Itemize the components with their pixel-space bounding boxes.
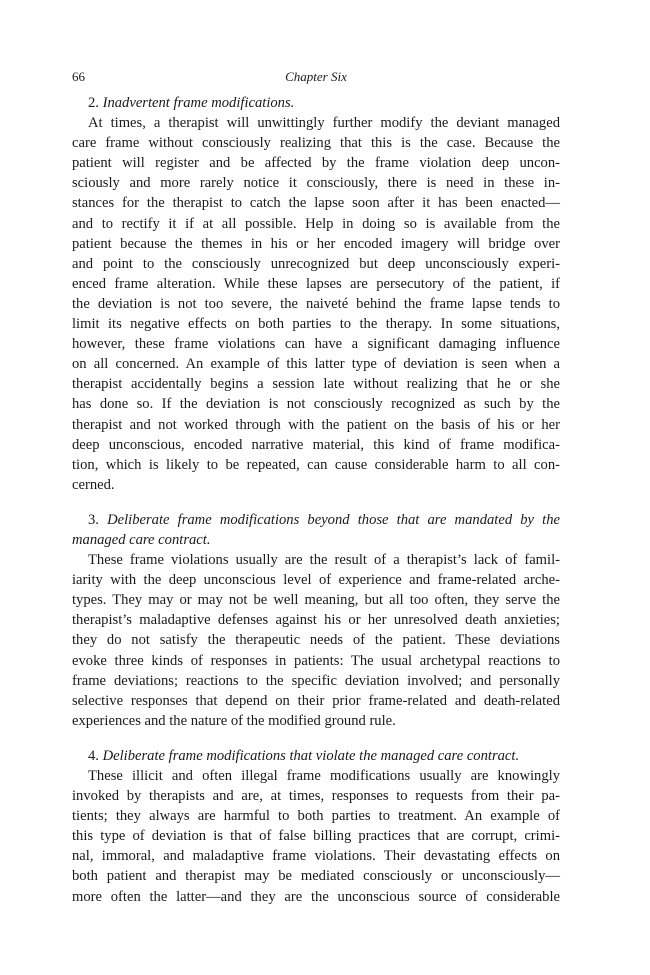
section-number: 2. xyxy=(88,95,103,111)
paragraph-line: limit its negative effects on both parties to the therapy. In some situations, xyxy=(72,316,560,333)
section-heading-text: managed care contract. xyxy=(72,531,211,548)
section-heading-text: Deliberate frame modifications that violate the managed care contract. xyxy=(102,747,520,764)
paragraph-line: therapist accidentally begins a session late without realizing that he or she xyxy=(72,376,560,393)
paragraph-line: therapist’s maladaptive defenses against his or her unresolved death anxieties; xyxy=(72,612,560,629)
paragraph-line: on all concerned. An example of this latter type of deviation is seen when a xyxy=(72,356,560,373)
paragraph-line: iarity with the deep unconscious level of experience and frame-related arche- xyxy=(72,572,560,589)
paragraph-line: stances for the therapist to catch the lapse soon after it has been enacted— xyxy=(72,195,560,212)
section xyxy=(72,510,560,731)
section xyxy=(72,93,560,495)
section-heading-line xyxy=(72,530,560,550)
section-number: 4. xyxy=(88,747,103,764)
paragraph-line: tion, which is likely to be repeated, can cause considerable harm to all con- xyxy=(72,456,560,473)
paragraph-line: deep unconscious, encoded narrative material, this kind of frame modifica- xyxy=(72,436,560,453)
section-number: 3. xyxy=(88,511,108,528)
section-heading-line xyxy=(72,510,560,530)
paragraph-line: At times, a therapist will unwittingly further modify the deviant managed xyxy=(88,115,560,132)
paragraph-line: patient will register and be affected by the frame violation deep uncon- xyxy=(72,155,560,172)
paragraph-line: enced frame alteration. While these lapses are persecutory of the patient, if xyxy=(72,275,560,292)
paragraph-gap xyxy=(72,495,560,510)
paragraph-line: evoke three kinds of responses in patients: The usual archetypal reactions to xyxy=(72,652,560,669)
paragraph-line: cerned. xyxy=(72,476,115,493)
paragraph-line: both patient and therapist may be mediated consciously or unconsciously— xyxy=(72,868,560,885)
paragraph-line: the deviation is not too severe, the naiveté behind the frame lapse tends to xyxy=(72,295,560,312)
paragraph-line: experiences and the nature of the modified ground rule. xyxy=(72,712,396,729)
paragraph-line: sciously and more rarely notice it consciously, there is need in these in- xyxy=(72,175,560,192)
paragraph-line: patient because the themes in his or her encoded imagery will bridge over xyxy=(72,235,560,252)
paragraph-line: has done so. If the deviation is not consciously recognized as such by the xyxy=(72,396,560,413)
section-heading-line xyxy=(72,93,560,113)
paragraph-gap xyxy=(72,731,560,746)
section-heading-text: Inadvertent frame modifications. xyxy=(102,95,295,111)
running-head xyxy=(72,69,560,87)
section-heading-text: Deliberate frame modifications beyond those that are mandated by the xyxy=(107,511,561,528)
paragraph-line: this type of deviation is that of false billing practices that are corrupt, crimi- xyxy=(72,828,560,845)
paragraph-line: frame deviations; reactions to the specific deviation involved; and personally xyxy=(72,672,560,689)
section-heading-line xyxy=(72,746,560,766)
chapter-title: Chapter Six xyxy=(285,69,347,84)
paragraph-line: These illicit and often illegal frame modifications usually are knowingly xyxy=(88,768,560,784)
paragraph-line: nal, immoral, and maladaptive frame violations. Their devastating effects on xyxy=(72,848,560,865)
paragraph-line: more often the latter—and they are the unconscious source of considerable xyxy=(72,888,560,905)
page-number: 66 xyxy=(72,69,85,84)
paragraph-line: tients; they always are harmful to both parties to treatment. An example of xyxy=(72,808,560,825)
section xyxy=(72,746,560,907)
paragraph-line: These frame violations usually are the result of a therapist’s lack of famil- xyxy=(88,552,560,569)
paragraph-line: however, these frame violations can have a significant damaging influence xyxy=(72,336,560,353)
paragraph-line: therapist and not worked through with the patient on the basis of his or her xyxy=(72,416,560,433)
paragraph-line: types. They may or may not be well meaning, but all too often, they serve the xyxy=(72,592,560,609)
body-text xyxy=(72,93,560,907)
paragraph-line: they do not satisfy the therapeutic needs of the patient. These deviations xyxy=(72,632,560,649)
paragraph-line: and to rectify it if at all possible. Help in doing so is available from the xyxy=(72,215,560,232)
paragraph-line: care frame without consciously realizing that this is the case. Because the xyxy=(72,135,560,152)
paragraph-line: invoked by therapists and are, at times, responses to requests from their pa- xyxy=(72,788,560,805)
paragraph-line: and point to the consciously unrecognized but deep unconsciously experi- xyxy=(72,255,560,272)
paragraph-line: selective responses that depend on their prior frame-related and death-related xyxy=(72,692,560,709)
